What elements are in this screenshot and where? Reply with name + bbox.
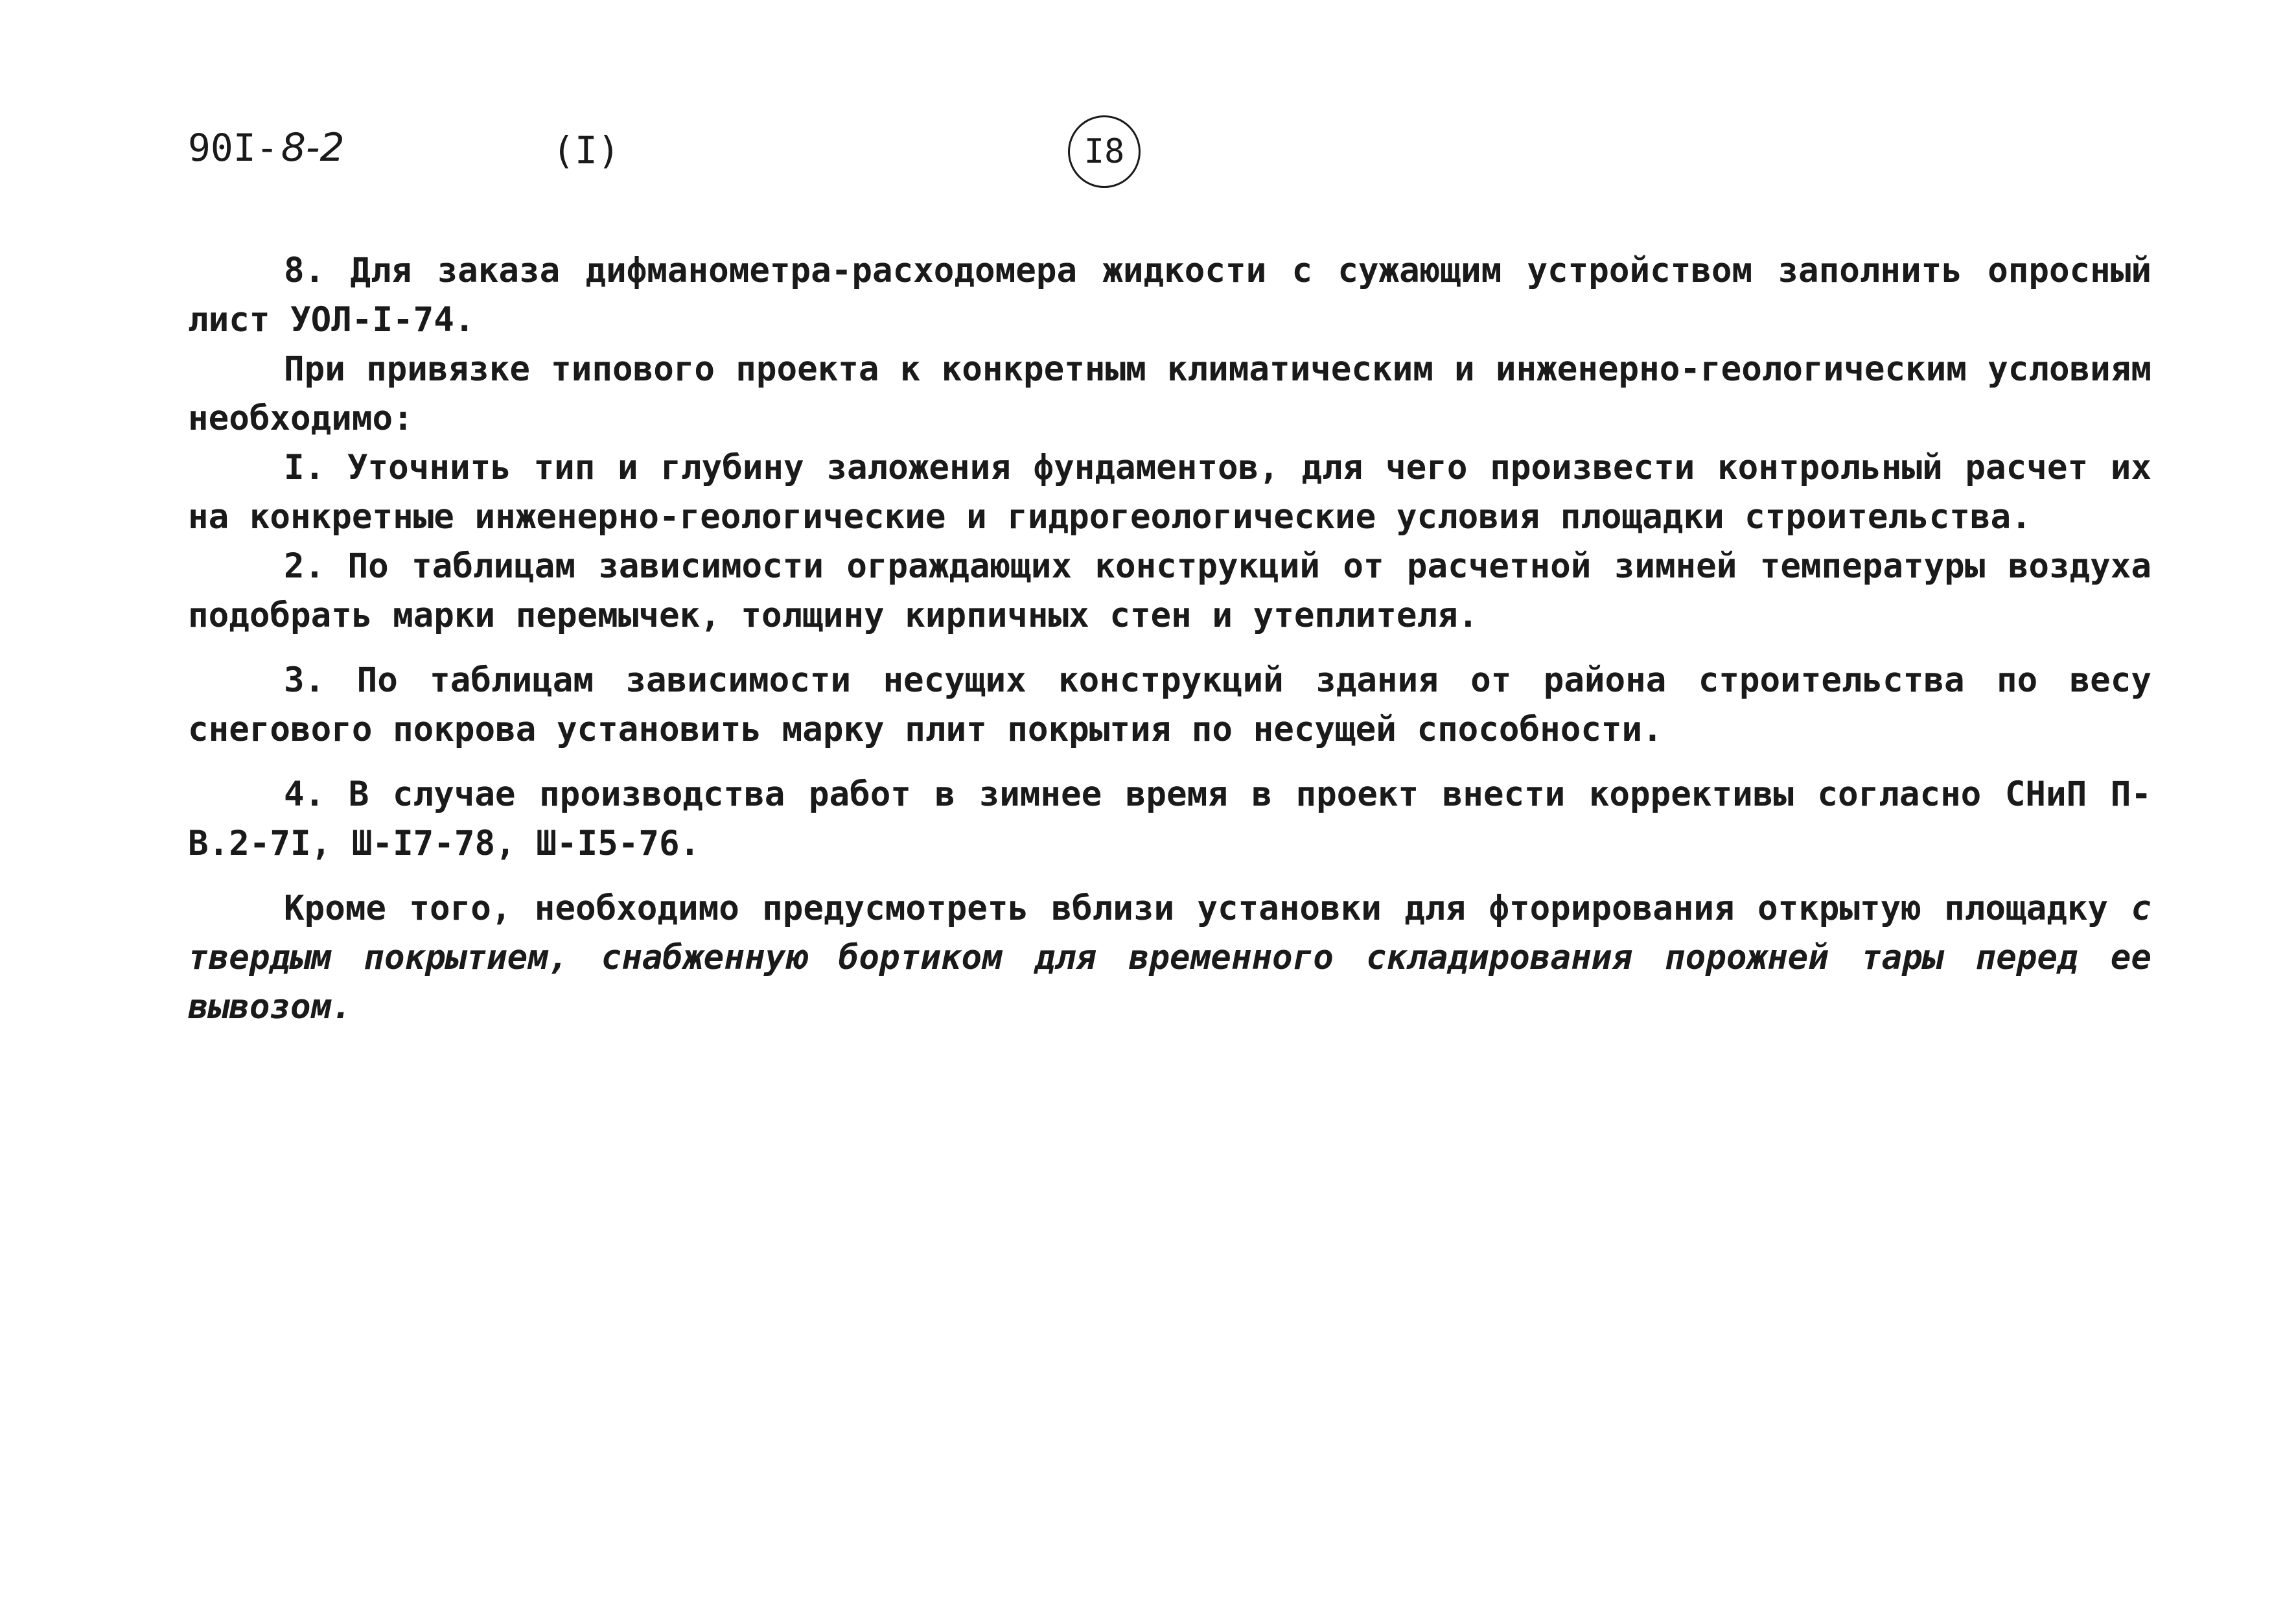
paragraph-order-form: 8. Для заказа дифманометра-расходомера жидкости с сужающим устройством заполнить опросный лист УОЛ-I-74.	[188, 251, 2151, 340]
paragraph-snow-load: 3. По таблицам зависимости несущих конструкций здания от района строительства по весу снегового покрова установить марку плит покрытия по несущей способности.	[188, 660, 2151, 749]
storage-area-plain-text: Кроме того, необходимо предусмотреть вблизи установки для фторирования открытую площадку	[284, 889, 2131, 928]
paragraph-winter-works: 4. В случае производства работ в зимнее время в проект внести коррективы согласно СНиП П-В.2-7I, Ш-I7-78, Ш-I5-76.	[188, 775, 2151, 863]
document-body	[188, 246, 2151, 1032]
project-code-prefix: 90I-	[188, 126, 279, 170]
paragraph-storage-area	[188, 884, 2151, 1032]
project-code-handwritten: 8-2	[281, 125, 345, 170]
project-code	[188, 122, 345, 174]
storage-area-italic-text: с твердым покрытием, снабженную бортиком для временного складирования порожней тары перед ее вывозом.	[188, 889, 2151, 1027]
page-number: I8	[1084, 132, 1125, 171]
volume-number: (I)	[552, 128, 620, 172]
paragraph-foundations: I. Уточнить тип и глубину заложения фундаментов, для чего произвести контрольный расчет их на конкретные инженерно-геологические и гидрогеологические условия площадки строительства.	[188, 448, 2151, 537]
paragraph-enclosing-structures: 2. По таблицам зависимости ограждающих конструкций от расчетной зимней температуры воздуха подобрать марки перемычек, толщину кирпичных стен и утеплителя.	[188, 546, 2151, 635]
page-number-circle	[1068, 115, 1141, 188]
paragraph-binding-intro: При привязке типового проекта к конкретным климатическим и инженерно-геологическим условиям необходимо:	[188, 349, 2151, 438]
